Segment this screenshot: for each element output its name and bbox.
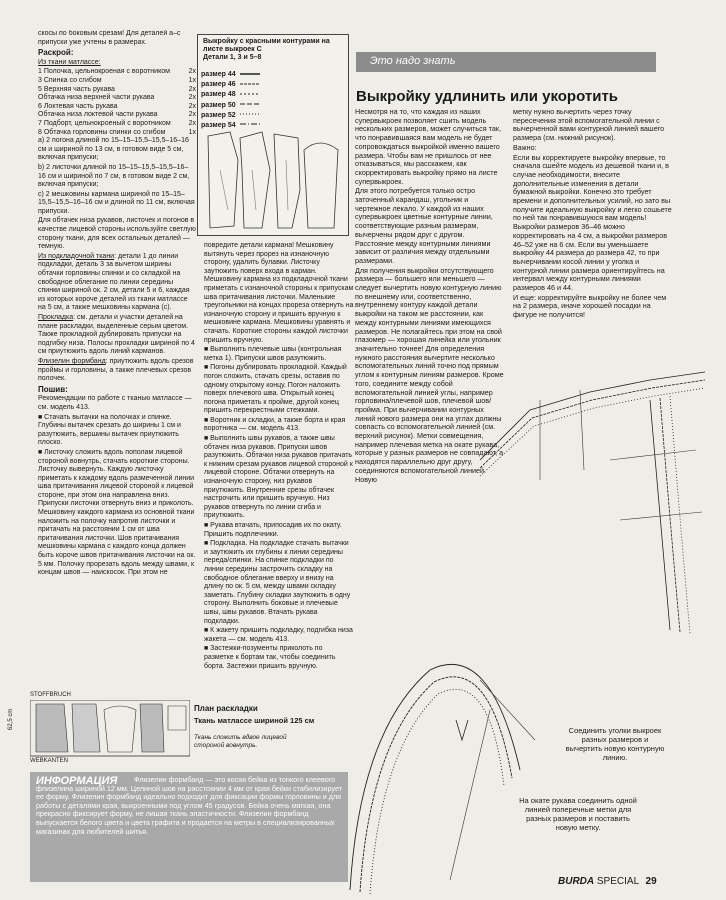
sleeve-cap-illustration bbox=[330, 640, 540, 900]
paragraph: И еще: корректируйте выкройку не более чем на 2 размера, иначе хорошей посадки на фигуре не получится! bbox=[513, 292, 667, 320]
plan-fabric: Ткань матлассе шириной 125 см bbox=[194, 716, 315, 725]
paragraph: метку нужно вычертить через точку пересечения этой вспомогательной линии с вычерченной вами контурной линией вашего размера (см. нижний рисунок). bbox=[513, 108, 665, 143]
paragraph: с) 2 мешковины кармана шириной по 15–15–15,5–15,5–16–16 см и длиной по 11 см, включая припуски. bbox=[38, 190, 195, 215]
size-label: размер 44 bbox=[201, 71, 236, 78]
size-label: размер 54 bbox=[201, 122, 236, 130]
info-text: Флизелин формбанд — это косая бейка из тонкого клеевого флизелина шириной 12 мм. Целиной шов на расстоянии 4 мм от края бейки стабилизирует ее форму. Флизелин формбанд идеально подходит для фиксации формы горловины и для работы с деталями края, выкроенными под углом 45 градусов. Бейка очень мягкая, она прекрасно фиксирует форму, не лишая ткань эластичности. Флизелин формбанд выпускается белого цвета и цвета графита и продается на метры в специализированных магазинах для любителей шитья. bbox=[36, 775, 342, 836]
list-item: Обтачка низа верхней части рукава 2x bbox=[38, 94, 196, 102]
paragraph: ■ Погоны дублировать прокладкой. Каждый погон сложить, стачать срезы, оставив по одному открытому концу. Погон наложить поверх плечевого шва. Открытый конец погона приметать к пройме, другой конец пришить перекрестными стежками. bbox=[204, 364, 347, 415]
footer-special: SPECIAL bbox=[596, 876, 639, 887]
list-item: 7 Подборт, цельнокроеный с воротником 2x bbox=[38, 119, 196, 127]
paragraph: ■ Листочку сложить вдоль пополам лицевой стороной вовнутрь, стачать короткие стороны. Листочку вывернуть. Каждую листочку приметать к каждому вдоль размеченной линии шва притачивания лицевой стороной к лицевой стороне, при этом она направлена вниз. Припуски листочки отвернуть вниз и приколоть. Мешковину каждого кармана из основной ткани наложить на полочку напротив листочки и притачать на расстоянии 1 см от шва притачивания листочки. Шов притачивания мешковины кармана с каждого конца должен быть короче швов притачивания листочки на ок. 5 мм. Полочку прорезать вдоль между швами, к концам швов — наискосок. При этом не bbox=[38, 448, 196, 577]
instructions-column-2 bbox=[204, 242, 354, 692]
paragraph: Рекомендации по работе с тканью матлассе — см. модель 413. bbox=[38, 395, 192, 411]
list-item: 5 Верхняя часть рукава 2x bbox=[38, 85, 196, 93]
list-item: Обтачка низа локтевой части рукава 2x bbox=[38, 111, 196, 119]
paragraph: Несмотря на то, что каждая из наших супервыкроек позволяет сшить модель нескольких размеров, может случиться так, что понравившаяся вам модель не будет сопровождаться выкройкой именно вашего размера. Чтобы вам не пришлось от нее отказываться, мы расскажем, как скорректировать выкройку прямо на листе супервыкроек. bbox=[355, 108, 501, 186]
stoffbruch-label: STOFFBRUCH bbox=[30, 692, 71, 698]
size-label: размер 52 bbox=[201, 111, 236, 119]
paragraph: ■ Застежки-позументы приколоть по разметке к бортам так, чтобы соединить борта. Застежки пришить вручную. bbox=[204, 645, 336, 670]
sample-title: Выкройку с красными контурами на листе выкроек С Детали 1, 3 и 5–8 bbox=[203, 38, 330, 61]
cut-heading: Раскрой: bbox=[38, 48, 74, 58]
list-item: 8 Обтачка горловины спинки со сгибом 1x bbox=[38, 128, 196, 136]
paragraph: ■ Стачать вытачки на полочках и спинке. Глубины вытачек срезать до ширины 1 см и разутюжить, вершины вытачек приутюжить плоско. bbox=[38, 413, 181, 447]
instructions-column-1 bbox=[38, 30, 196, 730]
size-line-samples bbox=[240, 70, 260, 132]
paragraph: повредите детали кармана! Мешковину вытянуть через прорез на изнаночную сторону, удалить булавки. Листочку заутюжить поверх входа в карман. Мешковину кармана из подкладочной ткани приметать с изнаночной стороны к припускам шва притачивания листочки. Маленькие треугольники на концах прореза отвернуть на изнаночную сторону и пришить вручную к мешковине кармана. Мешковины уравнять и стачать. Короткие стороны каждой листочки пришить вручную. bbox=[204, 242, 354, 344]
plan-title: План раскладки bbox=[194, 704, 258, 713]
size-label: размер 50 bbox=[201, 101, 236, 109]
article-column-2 bbox=[513, 108, 673, 368]
cutting-plan-diagram bbox=[30, 700, 190, 758]
intro-text: скосы по боковым срезам! Для деталей а–с припуски уже учтены в размерах. bbox=[38, 30, 181, 46]
size-legend bbox=[201, 70, 241, 131]
webkanten-label: WEBKANTEN bbox=[30, 758, 69, 764]
paragraph: Для обтачек низа рукавов, листочек и погонов в качестве лицевой стороны используйте светлую сторону ткани, для всех остальных деталей — темную. bbox=[38, 217, 196, 251]
sew-heading: Пошив: bbox=[38, 384, 68, 394]
paragraph: ■ К жакету пришить подкладку, подгибка низа жакета — см. модель 413. bbox=[204, 627, 353, 643]
jacket-pattern-pieces bbox=[200, 130, 346, 234]
plan-legend: Ткань сложить вдвое лицевой стороной вовнутрь. bbox=[194, 734, 287, 749]
fabric-label: Из ткани матлассе: bbox=[38, 58, 101, 66]
section-banner: Это надо знать bbox=[356, 52, 656, 72]
article-headline: Выкройку удлинить или укоротить bbox=[356, 88, 619, 105]
paragraph: а) 2 погона длиной по 15–15–15,5–15,5–16–16 см и шириной по 13 см, в готовом виде 5 см, включая припуски; bbox=[38, 137, 189, 162]
paragraph: Флизелин формбанд: приутюжить вдоль срезов проймы и горловины, а также плечевых срезов полочек. bbox=[38, 357, 194, 383]
paragraph: ■ Выполнить плечевые швы (контрольная метка 1). Припуски швов разутюжить. bbox=[204, 346, 342, 362]
parts-list bbox=[38, 68, 196, 137]
page-footer bbox=[558, 876, 657, 887]
size-label: размер 48 bbox=[201, 91, 236, 99]
plan-width-label: 62,5 cm bbox=[8, 708, 14, 730]
paragraph: Из подкладочной ткани: детали 1 до линии подкладки, деталь 3 за вычетом ширины обтачки горловины спинки и со складкой на свободное облегание по линии середины спинки шириной ок. 2 см, детали 5 и 6, каждая из которых короче деталей из ткани матлассе на 5 см, а также мешковины кармана (с). bbox=[38, 252, 190, 312]
important-label: Важно: bbox=[513, 142, 537, 152]
paragraph: ■ Рукава втачать, припосадив их по окату. Пришить подплечники. bbox=[204, 522, 342, 538]
paragraph: ■ Воротник и складки, а также борта и края воротника — см. модель 413. bbox=[204, 416, 346, 433]
list-item: 1 Полочка, цельнокроеная с воротником 2x bbox=[38, 68, 196, 76]
paragraph: ■ Подкладка. На подкладке стачать вытачки и заутюжить их глубины к линии середины переда/спинки. На спинке подкладки по линии середины застрочить складку на свободное облегание вверху и внизу на длину по ок. 5 см, между швами складку заметать. Глубину складки заутюжить в одну сторону. Выполнить боковые и плечевые швы, швы рукавов. Втачать рукава подкладки. bbox=[204, 540, 351, 625]
info-heading: ИНФОРМАЦИЯ bbox=[36, 775, 118, 787]
paragraph: Для этого потребуется только остро заточенный карандаш, угольник и чертежное лекало. У каждой из наших супервыкроек цветные контурные линии, соответствующие разным размерам, вычерчены рядом друг с другом. Расстояние между контурными линиями зависит от различия между отдельными размерами. bbox=[355, 186, 493, 265]
paragraph: b) 2 листочки длиной по 15–15–15,5–15,5–16–16 см и шириной по 7 см, в готовом виде 2 см, включая припуски; bbox=[38, 163, 190, 189]
caption-lower: На окате рукава соединить одной линией поперечные метки для разных размеров и поставить новую метку. bbox=[519, 796, 637, 832]
paragraph: Для получения выкройки отсутствующего размера — большего или меньшего — следует вычертить новую контурную линию по внешнему или, соответственно, внутреннему контуру каждой детали выкройки на таком же расстоянии, как между контурными линиями имеющихся размеров. Не полагайтесь при этом на свой глазомер — хорошая линейка или угольник значительно точнее! Для определения нужного расстояния вычертите несколько вспомогательных линий точно под прямым углом к контурным линиям размеров. Кроме того, соедините между собой вспомогательной линией углы, например горловина/плечевой шов, плечевой шов/пройма. При вычерчивании контурных линий нового размера они на углах должны совпасть со вспомогательной линией (см. верхний рисунок). Метки совмещения, например плечевая метка на окате рукава, которые у разных размеров не совпадают, а находятся параллельно друг другу, соединяются вспомогательной линией. Новую bbox=[355, 265, 504, 484]
paragraph: Если вы корректируете выкройку впервые, то сначала сшейте модель из дешевой ткани и, в случае необходимости, внесите дополнительные изменения в детали бумажной выкройки. Конечно это требует времени и дополнительных усилий, но зато вы получите идеальную выкройку и легко сошьете по ней так понравившуюся вам модель! Выкройки размеров 36–46 можно корректировать на 4 см, а выкройки размеров 46–52 уже на 6 см. Если вы уменьшаете выкройку 44 размера до размера 42, то при вычерчивании косой линии у уголка и контурной линии размера ориентируйтесь на интервал между контурными линиями размеров 46 и 44. bbox=[513, 152, 672, 293]
paragraph: ■ Выполнить швы рукавов, а также швы обтачек низа рукавов. Припуски швов разутюжить. Обтачки низа рукавов притачать к нижним срезам рукавов лицевой стороной к лицевой стороне. Обтачки отвернуть на изнаночную сторону, низ рукавов приутюжить. Внутренние срезы обтачек настрочить или пришить вручную. Низ рукавов отвернуть по линии сгиба и приутюжить. bbox=[204, 435, 353, 520]
footer-brand: BURDA bbox=[558, 876, 595, 887]
list-item: 3 Спинка со сгибом 1x bbox=[38, 76, 196, 84]
caption-upper: Соединить уголки выкроек разных размеров и вычертить новую контурную линию. bbox=[565, 726, 665, 762]
size-label: размер 46 bbox=[201, 81, 236, 89]
list-item: 6 Локтевая часть рукава 2x bbox=[38, 102, 196, 110]
page-number: 29 bbox=[645, 876, 657, 887]
paragraph: Прокладка: см. детали и участки деталей на плане раскладки, выделенные серым цветом. Также прокладкой дублировать припуски на подгибку низа. Полосы прокладки шириной по 4 см приутюжить вдоль линий карманов. bbox=[38, 314, 195, 356]
